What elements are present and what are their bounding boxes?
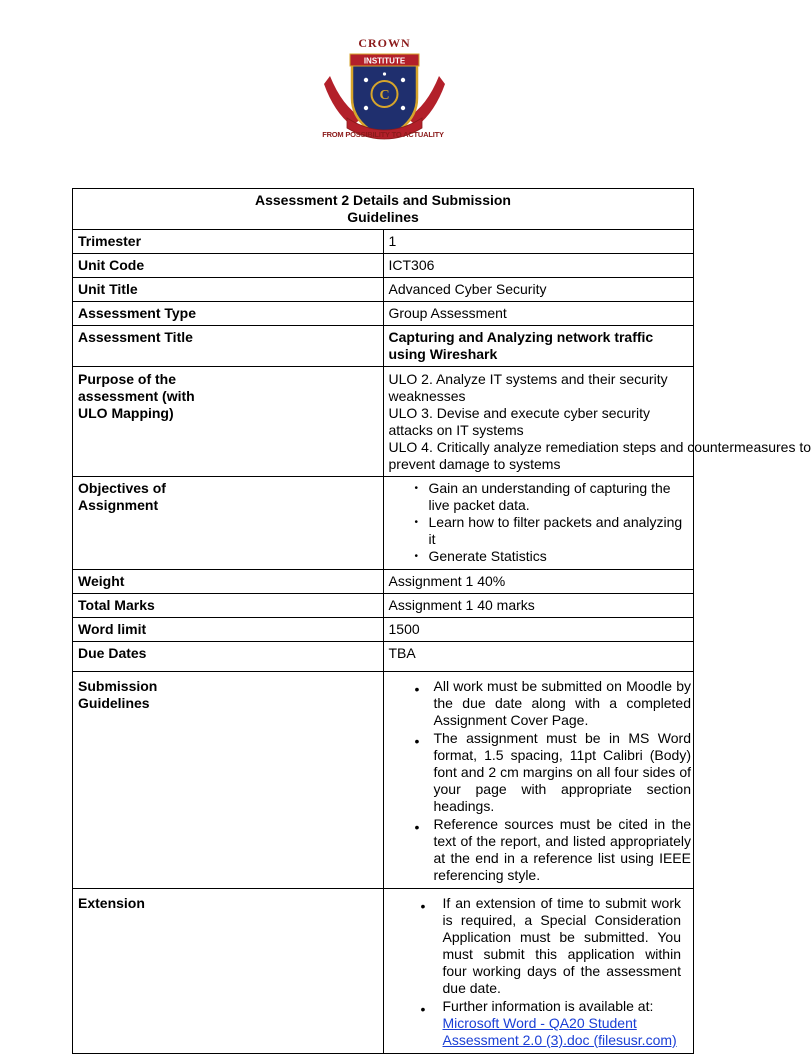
word-limit-value: 1500 — [383, 618, 694, 642]
extension-list — [384, 895, 682, 1049]
objectives-label-line: Assignment — [78, 497, 159, 513]
ulo-line: ULO 2. Analyze IT systems and their security weaknesses — [388, 371, 668, 404]
submission-label-line: Submission — [78, 678, 158, 694]
table-row — [73, 477, 694, 570]
due-dates-value: TBA — [383, 642, 694, 672]
assessment-details-table — [72, 188, 811, 1054]
list-item: • Generate Statistics — [415, 548, 689, 565]
trimester-label: Trimester — [73, 230, 384, 254]
table-row — [73, 230, 694, 254]
title-line-1: Assessment 2 Details and Submission — [255, 192, 511, 208]
weight-value: Assignment 1 40% — [383, 570, 694, 594]
objectives-list — [389, 480, 689, 565]
purpose-label — [73, 367, 384, 477]
unit-title-value: Advanced Cyber Security — [383, 278, 694, 302]
table-row — [73, 570, 694, 594]
total-marks-label: Total Marks — [73, 594, 384, 618]
purpose-label-line: ULO Mapping) — [78, 405, 174, 421]
objectives-value — [383, 477, 694, 570]
purpose-label-line: assessment (with — [78, 388, 195, 404]
objectives-label-line: Objectives of — [78, 480, 166, 496]
logo-brand-name: CROWN — [358, 36, 411, 50]
table-row — [73, 594, 694, 618]
ulo-line: ULO 3. Devise and execute cyber security attacks on IT systems — [388, 405, 650, 438]
logo-band-text: INSTITUTE — [363, 56, 406, 66]
table-row — [73, 642, 694, 672]
title-line-2: Guidelines — [347, 209, 419, 225]
submission-label-line: Guidelines — [78, 695, 150, 711]
list-item: • Learn how to filter packets and analyzing it — [415, 514, 689, 548]
purpose-value — [383, 367, 811, 477]
unit-title-label: Unit Title — [73, 278, 384, 302]
table-header-row — [73, 189, 694, 230]
assessment-type-value: Group Assessment — [383, 302, 694, 326]
list-item: • If an extension of time to submit work is required, a Special Consideration Application must be submitted. You must submit this application within four working days of the assessment due date. — [384, 895, 682, 997]
submission-label — [73, 672, 384, 889]
extension-label: Extension — [73, 889, 384, 1054]
purpose-label-line: Purpose of the — [78, 371, 177, 387]
extension-value — [383, 889, 694, 1054]
assessment-type-label: Assessment Type — [73, 302, 384, 326]
table-row — [73, 326, 694, 367]
filesusr-link[interactable]: Microsoft Word - QA20 Student Assessment 2.0 (3).doc (filesusr.com) — [442, 1015, 677, 1048]
assessment-title-value: Capturing and Analyzing network traffic using Wireshark — [383, 326, 694, 367]
table-row — [73, 278, 694, 302]
table-row — [73, 367, 694, 477]
list-item: • Reference sources must be cited in the text of the report, and listed appropriately at the end in a reference list using IEEE referencing style. — [384, 816, 692, 884]
list-item: • Gain an understanding of capturing the live packet data. — [415, 480, 689, 514]
table-title — [73, 189, 694, 230]
table-row — [73, 254, 694, 278]
ulo-line: ULO 4. Critically analyze remediation steps and countermeasures to — [388, 439, 811, 455]
objectives-label — [73, 477, 384, 570]
list-item — [384, 998, 682, 1049]
due-dates-label: Due Dates — [73, 642, 384, 672]
trimester-value: 1 — [383, 230, 694, 254]
list-item: • All work must be submitted on Moodle by the due date along with a completed Assignment Cover Page. — [384, 678, 692, 729]
submission-value — [383, 672, 694, 889]
table-row — [73, 302, 694, 326]
weight-label: Weight — [73, 570, 384, 594]
table-row — [73, 889, 694, 1054]
svg-text:C: C — [379, 88, 390, 103]
total-marks-value: Assignment 1 40 marks — [383, 594, 694, 618]
further-info-text: Further information is available at: — [442, 998, 654, 1014]
table-row — [73, 618, 694, 642]
unit-code-value: ICT306 — [383, 254, 694, 278]
ulo-line: prevent damage to systems — [388, 456, 561, 472]
submission-list — [384, 678, 692, 884]
logo-tagline: FROM POSSIBILITY TO ACTUALITY — [322, 130, 444, 139]
unit-code-label: Unit Code — [73, 254, 384, 278]
list-item: • The assignment must be in MS Word format, 1.5 spacing, 11pt Calibri (Body) font and 2 cm margins on all four sides of your page with appropriate section headings. — [384, 730, 692, 815]
word-limit-label: Word limit — [73, 618, 384, 642]
table-row — [73, 672, 694, 889]
assessment-title-label: Assessment Title — [73, 326, 384, 367]
